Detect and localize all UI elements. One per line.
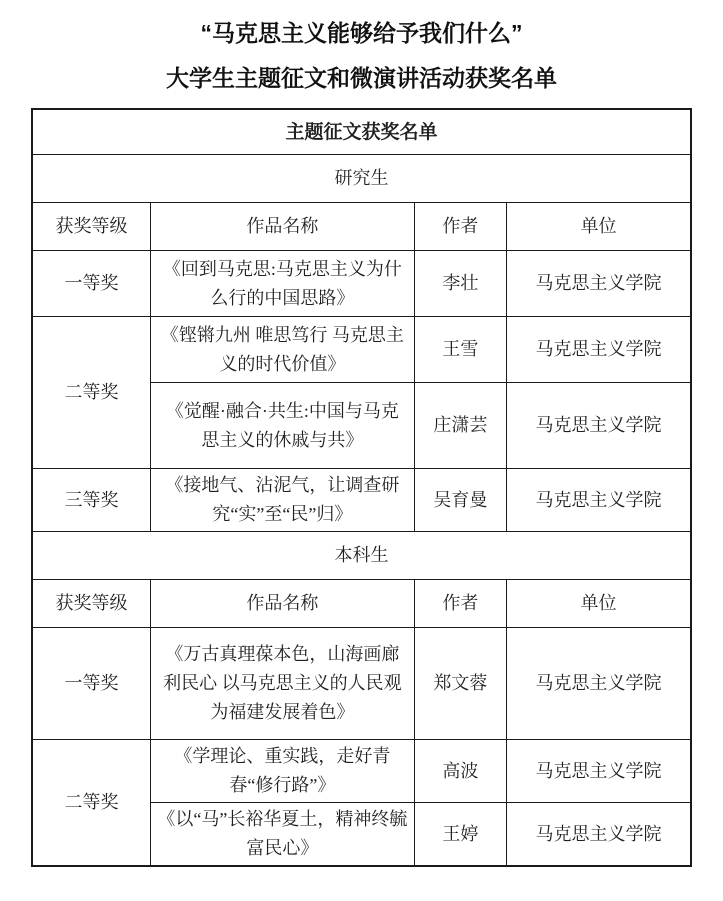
table-row	[32, 469, 691, 532]
column-header-row	[32, 580, 691, 628]
table-row	[32, 317, 691, 383]
table-title-row	[32, 109, 691, 155]
work-title-cell: 《学理论、重实践，走好青春“修行路”》	[151, 740, 415, 803]
section-label: 研究生	[32, 155, 691, 203]
column-header-award: 获奖等级	[32, 203, 151, 251]
author-cell: 庄潇芸	[414, 383, 506, 469]
section-label: 本科生	[32, 532, 691, 580]
author-cell: 高波	[414, 740, 506, 803]
author-cell: 王雪	[414, 317, 506, 383]
section-row-undergraduate	[32, 532, 691, 580]
column-header-author: 作者	[414, 203, 506, 251]
author-cell: 李壮	[414, 251, 506, 317]
work-title-cell: 《以“马”长裕华夏土，精神终毓富民心》	[151, 803, 415, 867]
section-row-graduate	[32, 155, 691, 203]
awards-table	[31, 108, 692, 867]
column-header-work: 作品名称	[151, 580, 415, 628]
author-cell: 郑文蓉	[414, 628, 506, 740]
author-cell: 吴育曼	[414, 469, 506, 532]
table-row	[32, 628, 691, 740]
column-header-row	[32, 203, 691, 251]
unit-cell: 马克思主义学院	[506, 251, 691, 317]
award-level-cell: 一等奖	[32, 628, 151, 740]
unit-cell: 马克思主义学院	[506, 317, 691, 383]
unit-cell: 马克思主义学院	[506, 803, 691, 867]
unit-cell: 马克思主义学院	[506, 469, 691, 532]
table-title: 主题征文获奖名单	[32, 109, 691, 155]
column-header-unit: 单位	[506, 203, 691, 251]
unit-cell: 马克思主义学院	[506, 383, 691, 469]
award-level-cell: 二等奖	[32, 740, 151, 867]
award-level-cell: 二等奖	[32, 317, 151, 469]
table-row	[32, 251, 691, 317]
unit-cell: 马克思主义学院	[506, 628, 691, 740]
column-header-unit: 单位	[506, 580, 691, 628]
column-header-work: 作品名称	[151, 203, 415, 251]
column-header-award: 获奖等级	[32, 580, 151, 628]
table-row	[32, 740, 691, 803]
award-level-cell: 一等奖	[32, 251, 151, 317]
work-title-cell: 《觉醒·融合·共生:中国与马克思主义的休戚与共》	[151, 383, 415, 469]
work-title-cell: 《回到马克思:马克思主义为什么行的中国思路》	[151, 251, 415, 317]
author-cell: 王婷	[414, 803, 506, 867]
work-title-cell: 《万古真理葆本色，山海画廊利民心 以马克思主义的人民观为福建发展着色》	[151, 628, 415, 740]
work-title-cell: 《接地气、沾泥气，让调查研究“实”至“民”归》	[151, 469, 415, 532]
column-header-author: 作者	[414, 580, 506, 628]
work-title-cell: 《铿锵九州 唯思笃行 马克思主义的时代价值》	[151, 317, 415, 383]
document-title-line2: 大学生主题征文和微演讲活动获奖名单	[166, 65, 557, 91]
document-title-line1: “马克思主义能够给予我们什么”	[200, 20, 523, 46]
award-level-cell: 三等奖	[32, 469, 151, 532]
unit-cell: 马克思主义学院	[506, 740, 691, 803]
